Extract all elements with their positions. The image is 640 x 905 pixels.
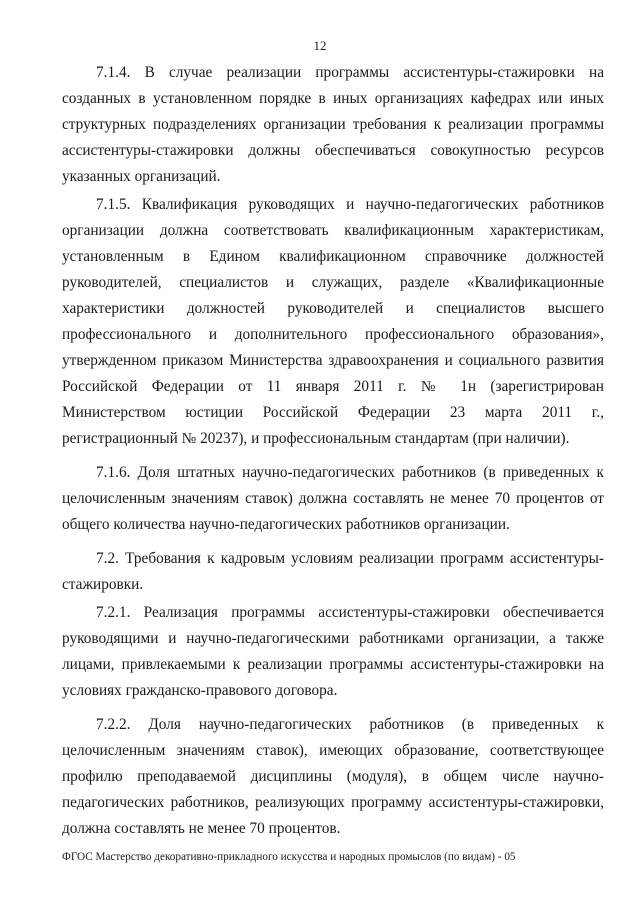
paragraph-7-1-4: 7.1.4. В случае реализации программы ассистентуры-стажировки на созданных в установленном порядке в иных организациях кафедрах или иных структурных подразделениях организации требования к реализации программы ассистентуры-стажировки должны обеспечиваться совокупностью ресурсов указанных организаций. [62,64,604,185]
paragraph-7-1-5: 7.1.5. Квалификация руководящих и научно-педагогических работников организации должна соответствовать квалификационным характеристикам, установленным в Едином квалификационном справочнике должностей руководителей, специалистов и служащих, разделе «Квалификационные характеристики должностей руководителей и специалистов высшего профессионального и дополнительного профессионального образования», утвержденном приказом Министерства здравоохранения и социального развития Российской Федерации от 11 января 2011 г. № 1н (зарегистрирован Министерством юстиции Российской Федерации 23 марта 2011 г., регистрационный № 20237), и профессиональным стандартам (при наличии). [62,196,604,447]
paragraph-7-2-1: 7.2.1. Реализация программы ассистентуры-стажировки обеспечивается руководящими и научно-педагогическими работниками организации, а также лицами, привлекаемыми к реализации программы ассистентуры-стажировки на условиях гражданско-правового договора. [62,604,604,699]
paragraph-7-2: 7.2. Требования к кадровым условиям реализации программ ассистентуры-стажировки. [62,550,604,593]
paragraph-7-2-2: 7.2.2. Доля научно-педагогических работников (в приведенных к целочисленным значениям ставок), имеющих образование, соответствующее профилю преподаваемой дисциплины (модуля), в общем числе научно-педагогических работников, реализующих программу ассистентуры-стажировки, должна составлять не менее 70 процентов. [62,716,604,837]
document-body [62,60,604,842]
page-footer: ФГОС Мастерство декоративно-прикладного искусства и народных промыслов (по видам) - 05 [62,851,516,863]
page-number: 12 [313,38,327,53]
paragraph-7-1-6: 7.1.6. Доля штатных научно-педагогических работников (в приведенных к целочисленным значениям ставок) должна составлять не менее 70 процентов от общего количества научно-педагогических работников организации. [62,464,604,533]
